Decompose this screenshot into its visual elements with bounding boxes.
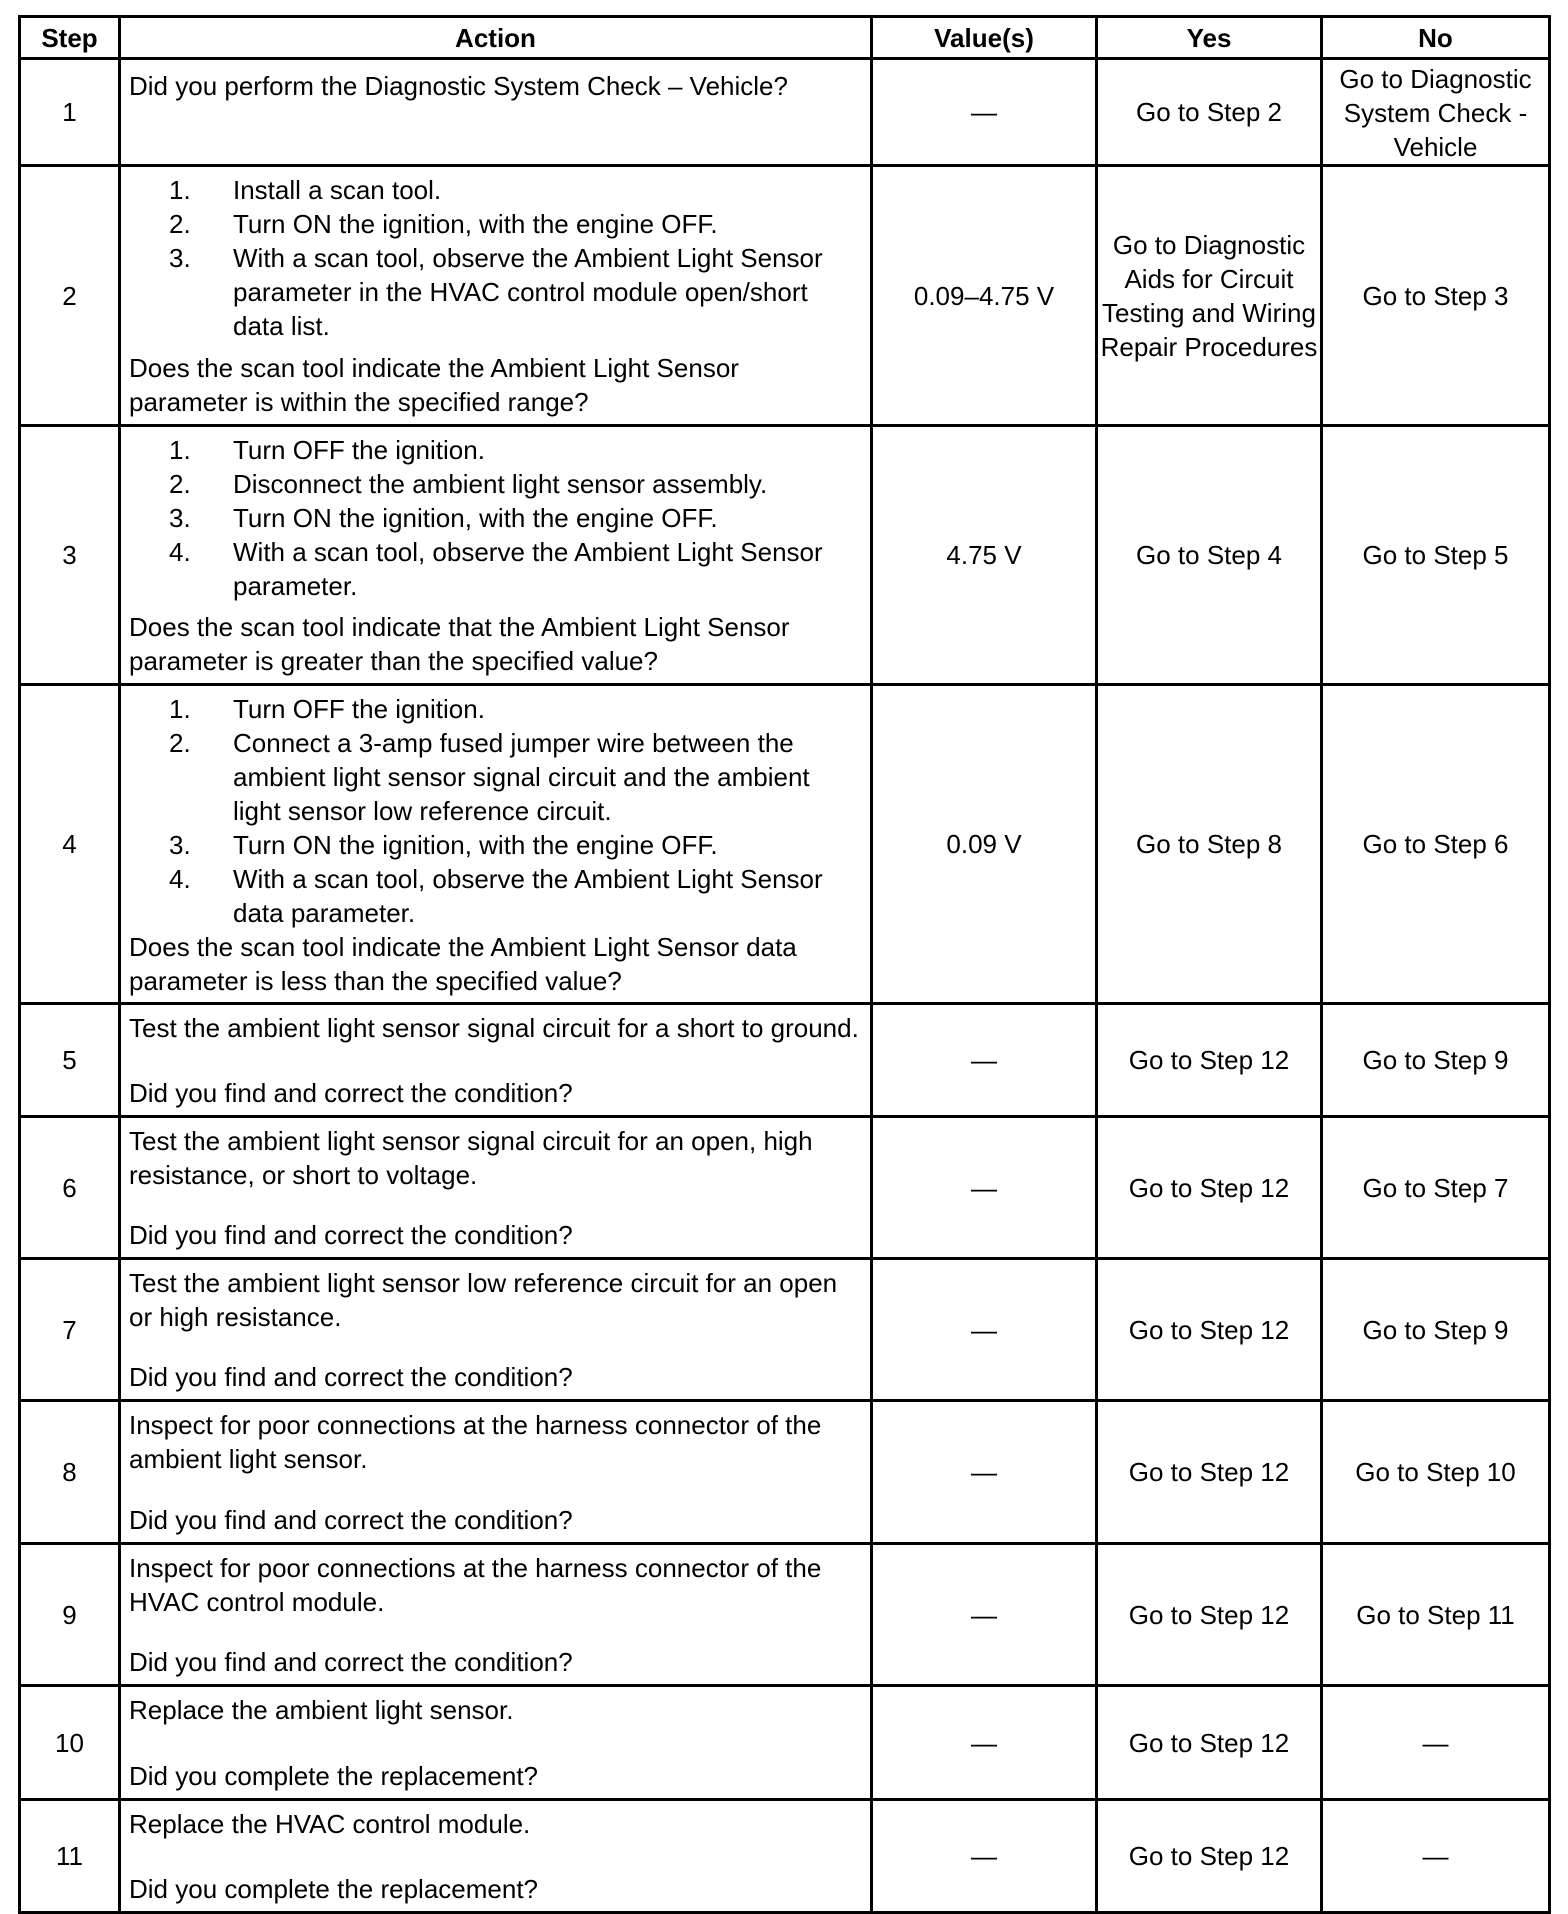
- substep-text: With a scan tool, observe the Ambient Light Sensor parameter in the HVAC control module open/short data list.: [233, 242, 823, 341]
- action-cell: [120, 1004, 872, 1117]
- instruction-text: Replace the HVAC control module.: [129, 1808, 531, 1839]
- value-cell: 0.09–4.75 V: [872, 166, 1097, 426]
- value-cell: —: [872, 59, 1097, 166]
- no-cell: Go to Step 10: [1322, 1401, 1550, 1544]
- no-cell: Go to Step 6: [1322, 685, 1550, 1004]
- yes-cell: Go to Step 8: [1097, 685, 1322, 1004]
- substep-number: 4.: [169, 863, 191, 894]
- question-text: Did you find and correct the condition?: [129, 1077, 573, 1108]
- substep-text: Turn OFF the ignition.: [233, 434, 485, 465]
- value-cell: —: [872, 1800, 1097, 1913]
- yes-cell: Go to Step 12: [1097, 1401, 1322, 1544]
- table-row: [20, 166, 1550, 426]
- substep-text: With a scan tool, observe the Ambient Light Sensor data parameter.: [233, 863, 823, 928]
- substep-text: Install a scan tool.: [233, 174, 442, 205]
- substep-item: [169, 535, 862, 603]
- table-row: [20, 1686, 1550, 1800]
- substep-number: 1.: [169, 174, 191, 205]
- table-row: [20, 1004, 1550, 1117]
- substep-number: 3.: [169, 502, 191, 533]
- no-cell: Go to Diagnostic System Check - Vehicle: [1322, 59, 1550, 166]
- no-cell: Go to Step 9: [1322, 1004, 1550, 1117]
- substep-text: Turn ON the ignition, with the engine OFF.: [233, 208, 718, 239]
- no-cell: Go to Step 11: [1322, 1544, 1550, 1686]
- instruction-text: Inspect for poor connections at the harness connector of the HVAC control module.: [129, 1552, 822, 1617]
- instruction-text: Test the ambient light sensor low reference circuit for an open or high resistance.: [129, 1267, 838, 1332]
- question-text: Did you find and correct the condition?: [129, 1504, 573, 1535]
- header-yes: Yes: [1097, 17, 1322, 59]
- yes-cell: Go to Step 12: [1097, 1686, 1322, 1800]
- question-text: Does the scan tool indicate that the Ambient Light Sensor parameter is greater than the specified value?: [129, 611, 790, 676]
- no-cell: —: [1322, 1800, 1550, 1913]
- step-number: 2: [20, 166, 120, 426]
- action-content: [121, 1120, 870, 1256]
- step-number: 7: [20, 1259, 120, 1401]
- no-cell: Go to Step 9: [1322, 1259, 1550, 1401]
- instruction-text: Test the ambient light sensor signal circuit for an open, high resistance, or short to voltage.: [129, 1125, 813, 1190]
- substep-list: [129, 433, 862, 603]
- yes-cell: Go to Step 12: [1097, 1117, 1322, 1259]
- action-content: [121, 1803, 870, 1910]
- table-row: [20, 1401, 1550, 1544]
- substep-text: With a scan tool, observe the Ambient Light Sensor parameter.: [233, 536, 823, 601]
- no-cell: —: [1322, 1686, 1550, 1800]
- yes-cell: Go to Step 12: [1097, 1544, 1322, 1686]
- header-no: No: [1322, 17, 1550, 59]
- question-text: Did you find and correct the condition?: [129, 1219, 573, 1250]
- step-number: 8: [20, 1401, 120, 1544]
- substep-item: [169, 207, 862, 241]
- substep-item: [169, 862, 862, 930]
- action-instructions: [129, 1693, 862, 1727]
- step-number: 9: [20, 1544, 120, 1686]
- action-cell: [120, 166, 872, 426]
- table-row: [20, 1117, 1550, 1259]
- value-cell: —: [872, 1004, 1097, 1117]
- substep-list: [129, 173, 862, 343]
- action-instructions: [129, 173, 862, 343]
- substep-item: [169, 501, 862, 535]
- substep-number: 2.: [169, 468, 191, 499]
- no-cell: Go to Step 7: [1322, 1117, 1550, 1259]
- value-cell: 4.75 V: [872, 426, 1097, 685]
- substep-number: 1.: [169, 434, 191, 465]
- action-instructions: [129, 1266, 862, 1334]
- action-instructions: [129, 69, 862, 103]
- action-cell: [120, 1401, 872, 1544]
- yes-cell: Go to Step 12: [1097, 1004, 1322, 1117]
- value-cell: —: [872, 1259, 1097, 1401]
- header-values: Value(s): [872, 17, 1097, 59]
- step-number: 6: [20, 1117, 120, 1259]
- substep-item: [169, 173, 862, 207]
- action-content: [121, 1404, 870, 1541]
- substep-item: [169, 692, 862, 726]
- substep-text: Connect a 3-amp fused jumper wire between the ambient light sensor signal circuit and the ambient light sensor low reference circuit.: [233, 727, 810, 826]
- table-row: [20, 1259, 1550, 1401]
- action-content: [121, 1262, 870, 1398]
- action-instructions: [129, 1408, 862, 1476]
- table-row: [20, 1800, 1550, 1913]
- step-number: 3: [20, 426, 120, 685]
- action-content: [121, 429, 870, 682]
- yes-cell: Go to Step 12: [1097, 1259, 1322, 1401]
- question-text: Did you complete the replacement?: [129, 1760, 539, 1791]
- table-body: [20, 59, 1550, 1913]
- question-text: Does the scan tool indicate the Ambient Light Sensor parameter is within the specified range?: [129, 352, 739, 417]
- substep-item: [169, 241, 862, 343]
- table-row: [20, 685, 1550, 1004]
- substep-number: 2.: [169, 727, 191, 758]
- action-cell: [120, 685, 872, 1004]
- instruction-text: Inspect for poor connections at the harness connector of the ambient light sensor.: [129, 1409, 822, 1474]
- step-number: 5: [20, 1004, 120, 1117]
- question-text: Does the scan tool indicate the Ambient Light Sensor data parameter is less than the specified value?: [129, 931, 797, 996]
- substep-item: [169, 726, 862, 828]
- substep-item: [169, 433, 862, 467]
- action-content: [121, 1547, 870, 1683]
- action-cell: [120, 1686, 872, 1800]
- step-number: 4: [20, 685, 120, 1004]
- question-text: Did you complete the replacement?: [129, 1873, 539, 1904]
- action-cell: [120, 1259, 872, 1401]
- action-instructions: [129, 433, 862, 603]
- action-cell: [120, 1800, 872, 1913]
- value-cell: —: [872, 1544, 1097, 1686]
- substep-number: 3.: [169, 829, 191, 860]
- substep-text: Turn ON the ignition, with the engine OFF.: [233, 829, 718, 860]
- action-instructions: [129, 692, 862, 930]
- action-cell: [120, 1117, 872, 1259]
- action-content: [121, 65, 870, 159]
- question-text: Did you find and correct the condition?: [129, 1361, 573, 1392]
- header-step: Step: [20, 17, 120, 59]
- substep-list: [129, 692, 862, 930]
- yes-cell: Go to Step 12: [1097, 1800, 1322, 1913]
- yes-cell: Go to Step 2: [1097, 59, 1322, 166]
- action-instructions: [129, 1124, 862, 1192]
- action-instructions: [129, 1011, 862, 1045]
- step-number: 10: [20, 1686, 120, 1800]
- table-row: [20, 59, 1550, 166]
- substep-number: 3.: [169, 242, 191, 273]
- step-number: 1: [20, 59, 120, 166]
- action-instructions: [129, 1807, 862, 1841]
- substep-text: Turn OFF the ignition.: [233, 693, 485, 724]
- action-instructions: [129, 1551, 862, 1619]
- action-content: [121, 1007, 870, 1114]
- step-number: 11: [20, 1800, 120, 1913]
- substep-number: 2.: [169, 208, 191, 239]
- yes-cell: Go to Step 4: [1097, 426, 1322, 685]
- action-cell: [120, 1544, 872, 1686]
- substep-number: 4.: [169, 536, 191, 567]
- action-content: [121, 169, 870, 423]
- value-cell: —: [872, 1117, 1097, 1259]
- instruction-text: Test the ambient light sensor signal circuit for a short to ground.: [129, 1012, 859, 1043]
- header-row: [20, 17, 1550, 59]
- table-row: [20, 426, 1550, 685]
- yes-cell: Go to Diagnostic Aids for Circuit Testing and Wiring Repair Procedures: [1097, 166, 1322, 426]
- header-action: Action: [120, 17, 872, 59]
- instruction-text: Replace the ambient light sensor.: [129, 1694, 514, 1725]
- no-cell: Go to Step 5: [1322, 426, 1550, 685]
- value-cell: 0.09 V: [872, 685, 1097, 1004]
- substep-text: Turn ON the ignition, with the engine OFF.: [233, 502, 718, 533]
- table-row: [20, 1544, 1550, 1686]
- value-cell: —: [872, 1686, 1097, 1800]
- action-content: [121, 1689, 870, 1797]
- question-text: Did you find and correct the condition?: [129, 1646, 573, 1677]
- substep-item: [169, 467, 862, 501]
- value-cell: —: [872, 1401, 1097, 1544]
- substep-text: Disconnect the ambient light sensor assembly.: [233, 468, 768, 499]
- action-content: [121, 688, 870, 1001]
- no-cell: Go to Step 3: [1322, 166, 1550, 426]
- instruction-text: Did you perform the Diagnostic System Check – Vehicle?: [129, 71, 788, 101]
- diagnostic-table: [18, 15, 1551, 1914]
- action-cell: [120, 426, 872, 685]
- substep-number: 1.: [169, 693, 191, 724]
- action-cell: [120, 59, 872, 166]
- substep-item: [169, 828, 862, 862]
